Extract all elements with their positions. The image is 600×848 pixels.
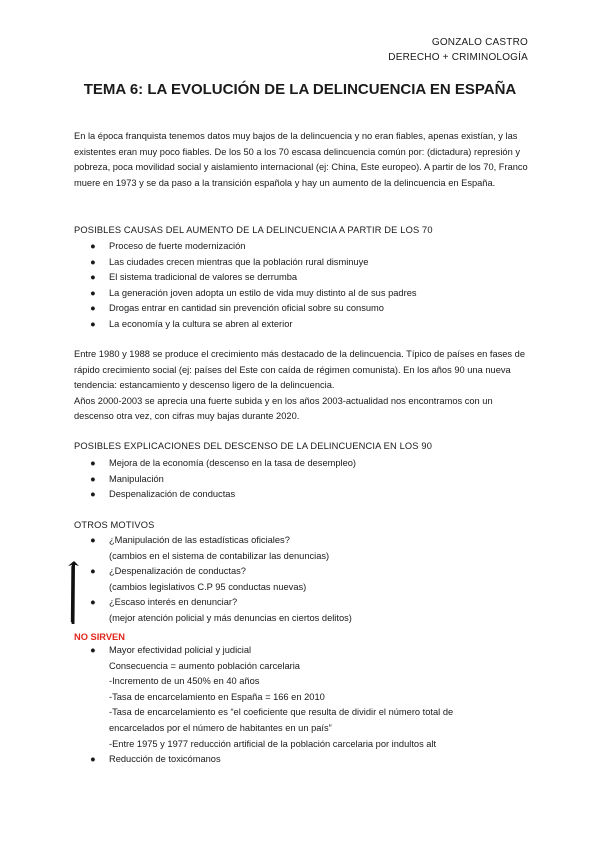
bullet-icon: ●: [90, 473, 96, 484]
bullet-icon: ●: [90, 272, 96, 283]
list-item: ● ¿Manipulación de las estadísticas oficiales? (cambios en el sistema de contabilizar las denuncias): [90, 535, 330, 561]
list-item: ● ¿Escaso interés en denunciar? (mejor atención policial y más denuncias en ciertos delitos): [90, 597, 352, 623]
list-item: ● Mayor efectividad policial y judicial Consecuencia = aumento población carcelaria -Incremento de un 450% en 40 años -Tasa de encarcelamiento en España = 166 en 2010 -Tasa de encarcelamiento es “el coeficiente que resulta de dividir el número total de encarcelados por el número de habitantes en un país” -Entre 1975 y 1977 reducción artificial de la población carcelaria por indultos alt: [90, 645, 454, 749]
bullet-icon: ●: [90, 318, 96, 329]
list-item: ● Las ciudades crecen mientras que la población rural disminuye: [74, 255, 417, 271]
list-item: ● La generación joven adopta un estilo de vida muy distinto al de sus padres: [74, 286, 417, 302]
list-item: ● Manipulación: [74, 472, 356, 488]
other-heading: OTROS MOTIVOS: [74, 520, 155, 530]
bullet-icon: ●: [90, 303, 96, 314]
list-item: ● Reducción de toxicómanos: [74, 752, 509, 768]
intro-paragraph: En la época franquista tenemos datos muy bajos de la delincuencia y no eran fiables, apenas existían, y las existentes eran muy poco fiables. De los 50 a los 70 escasa delincuencia común por: (dictadura) represión y pobreza, poca movilidad social y aislamiento internacional (ej: China, Este europeo). A partir de los 70, Franco muere en 1973 y se da paso a la transición española y hay un aumento de la delincuencia en España.: [74, 131, 528, 188]
list-item: ● Drogas entrar en cantidad sin prevención oficial sobre su consumo: [74, 301, 417, 317]
growth-line-2: Años 2000-2003 se aprecia una fuerte subida y en los años 2003-actualidad nos encontramos con un descenso otra vez, con cifras muy bajas durante 2020.: [74, 395, 493, 422]
bullet-icon: ●: [90, 566, 96, 577]
explanations-list: [74, 456, 356, 503]
bullet-icon: ●: [90, 645, 96, 655]
list-item: ● Proceso de fuerte modernización: [74, 239, 417, 255]
list-item: ● La economía y la cultura se abren al exterior: [74, 317, 417, 333]
causes-list: [74, 239, 417, 333]
causes-heading: POSIBLES CAUSAS DEL AUMENTO DE LA DELINCUENCIA A PARTIR DE LOS 70: [74, 225, 433, 235]
no-sirven-list: [74, 643, 509, 768]
bullet-icon: ●: [90, 535, 96, 545]
growth-paragraph: [74, 347, 528, 425]
page-title: TEMA 6: LA EVOLUCIÓN DE LA DELINCUENCIA EN ESPAÑA: [83, 81, 517, 98]
bullet-icon: ●: [90, 241, 96, 251]
author-name: GONZALO CASTRO: [431, 37, 528, 48]
handwritten-arrow-icon: [64, 560, 82, 624]
bullet-icon: ●: [90, 458, 96, 468]
bullet-icon: ●: [90, 489, 96, 500]
page-header: [388, 36, 528, 65]
bullet-icon: ●: [90, 256, 96, 267]
list-item: ● Despenalización de conductas: [74, 487, 356, 503]
list-item: ● ¿Despenalización de conductas? (cambios legislativos C.P 95 conductas nuevas): [90, 566, 307, 592]
list-item: ● Mejora de la economía (descenso en la tasa de desempleo): [74, 456, 356, 472]
bullet-icon: ●: [90, 597, 96, 608]
list-item: ● El sistema tradicional de valores se derrumba: [74, 270, 417, 286]
growth-line-1: Entre 1980 y 1988 se produce el crecimiento más destacado de la delincuencia. Típico de países en fases de rápido crecimiento social (ej: países del Este con caída de régimen comunista). En los años 90 una nueva tendencia: estancamiento y descenso ligero de la delincuencia.: [74, 349, 526, 391]
subject-name: DERECHO + CRIMINOLOGÍA: [388, 51, 528, 63]
other-list: [74, 533, 352, 627]
explanations-heading: POSIBLES EXPLICACIONES DEL DESCENSO DE LA DELINCUENCIA EN LOS 90: [74, 441, 433, 451]
no-sirven-label: NO SIRVEN: [74, 632, 125, 642]
bullet-icon: ●: [90, 287, 96, 298]
bullet-icon: ●: [90, 754, 96, 765]
